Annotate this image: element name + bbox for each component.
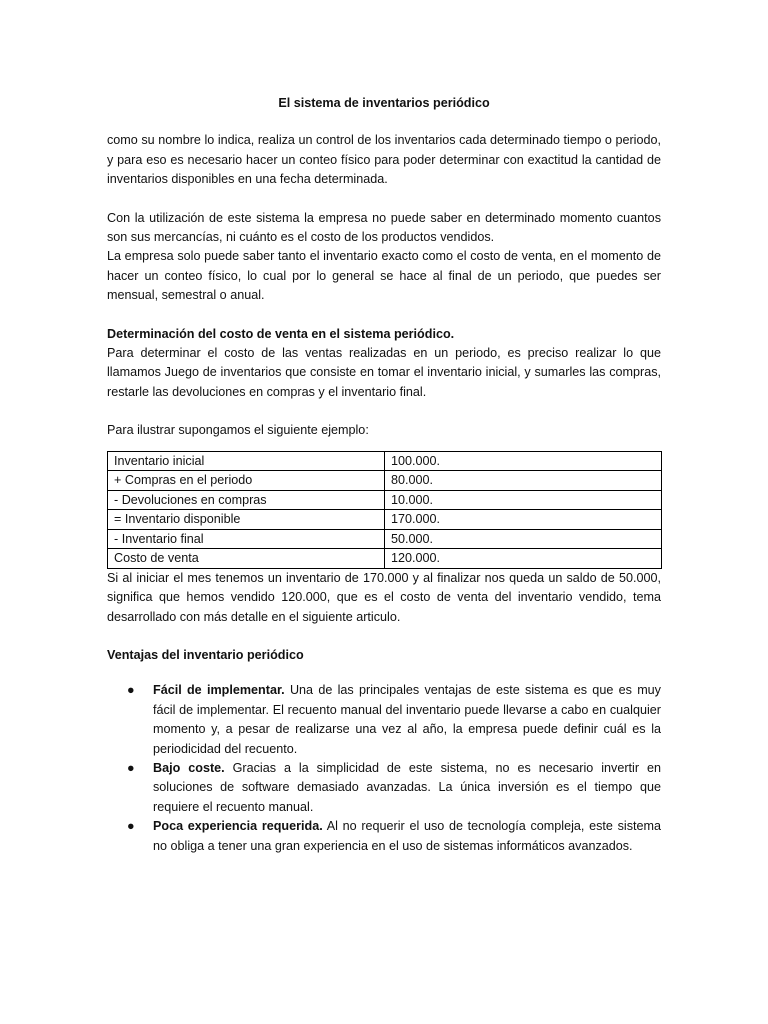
table-cell-value: 80.000.: [385, 471, 662, 491]
list-item: [107, 759, 661, 817]
table-cell-value: 10.000.: [385, 490, 662, 510]
table-cell-label: - Inventario final: [108, 529, 385, 549]
inventory-table: [107, 451, 662, 569]
table-row: [108, 451, 662, 471]
table-row: [108, 510, 662, 530]
physical-count-paragraph: La empresa solo puede saber tanto el inventario exacto como el costo de venta, en el momento de hacer un conteo físico, lo cual por lo general se hace al final de un periodo, que puedes ser mensual, semestral o anual.: [107, 249, 661, 303]
bullet-icon: ●: [127, 760, 135, 775]
advantage-title: Fácil de implementar.: [153, 683, 285, 698]
system-limitation-paragraph: Con la utilización de este sistema la empresa no puede saber en determinado momento cuantos son sus mercancías, ni cuánto es el costo de los productos vendidos.: [107, 210, 661, 245]
example-conclusion-paragraph: Si al iniciar el mes tenemos un inventario de 170.000 y al finalizar nos queda un saldo de 50.000, significa que hemos vendido 120.000, que es el costo de venta del inventario vendido, tema desarrollado con más detalle en el siguiente articulo.: [107, 570, 661, 624]
advantage-text: Gracias a la simplicidad de este sistema, no es necesario invertir en soluciones de software demasiado avanzadas. La única inversión es el tiempo que requiere el recuento manual.: [153, 760, 662, 814]
advantages-list: [107, 681, 661, 856]
example-intro-paragraph: Para ilustrar supongamos el siguiente ejemplo:: [107, 423, 369, 438]
table-row: [108, 490, 662, 510]
table-cell-value: 50.000.: [385, 529, 662, 549]
bullet-icon: ●: [127, 819, 135, 834]
advantage-title: Bajo coste.: [153, 760, 225, 775]
table-row: [108, 471, 662, 491]
table-cell-label: - Devoluciones en compras: [108, 490, 385, 510]
advantages-heading: Ventajas del inventario periódico: [107, 647, 304, 662]
table-cell-label: = Inventario disponible: [108, 510, 385, 530]
table-cell-value: 100.000.: [385, 451, 662, 471]
table-row: [108, 529, 662, 549]
list-item: [107, 817, 661, 856]
table-cell-value: 120.000.: [385, 549, 662, 569]
table-cell-label: Inventario inicial: [108, 451, 385, 471]
advantage-text: Al no requerir el uso de tecnología compleja, este sistema no obliga a tener una gran experiencia en el uso de sistemas informáticos avanzados.: [153, 819, 661, 853]
advantage-text: Una de las principales ventajas de este sistema es que es muy fácil de implementar. El recuento manual del inventario puede llevarse a cabo en cualquier momento y, a pesar de realizarse una vez al año, la empresa puede definir cuál es la periodicidad del recuento.: [153, 683, 661, 756]
intro-paragraph: como su nombre lo indica, realiza un control de los inventarios cada determinado tiempo o periodo, y para eso es necesario hacer un conteo físico para poder determinar con exactitud la cantidad de inventarios disponibles en una fecha determinada.: [107, 133, 661, 187]
cost-explanation-paragraph: Para determinar el costo de las ventas realizadas en un periodo, es preciso realizar lo que llamamos Juego de inventarios que consiste en tomar el inventario inicial, y sumarles las compras, restarle las devoluciones en compras y el inventario final.: [107, 346, 661, 399]
advantage-title: Poca experiencia requerida.: [153, 819, 323, 834]
bullet-icon: ●: [127, 683, 135, 698]
table-cell-value: 170.000.: [385, 510, 662, 530]
document-title: El sistema de inventarios periódico: [278, 96, 490, 110]
table-cell-label: Costo de venta: [108, 549, 385, 569]
list-item: [107, 681, 661, 759]
table-cell-label: + Compras en el periodo: [108, 471, 385, 491]
document-page: [107, 94, 661, 856]
cost-section-heading: Determinación del costo de venta en el sistema periódico.: [107, 326, 455, 341]
table-row: [108, 549, 662, 569]
